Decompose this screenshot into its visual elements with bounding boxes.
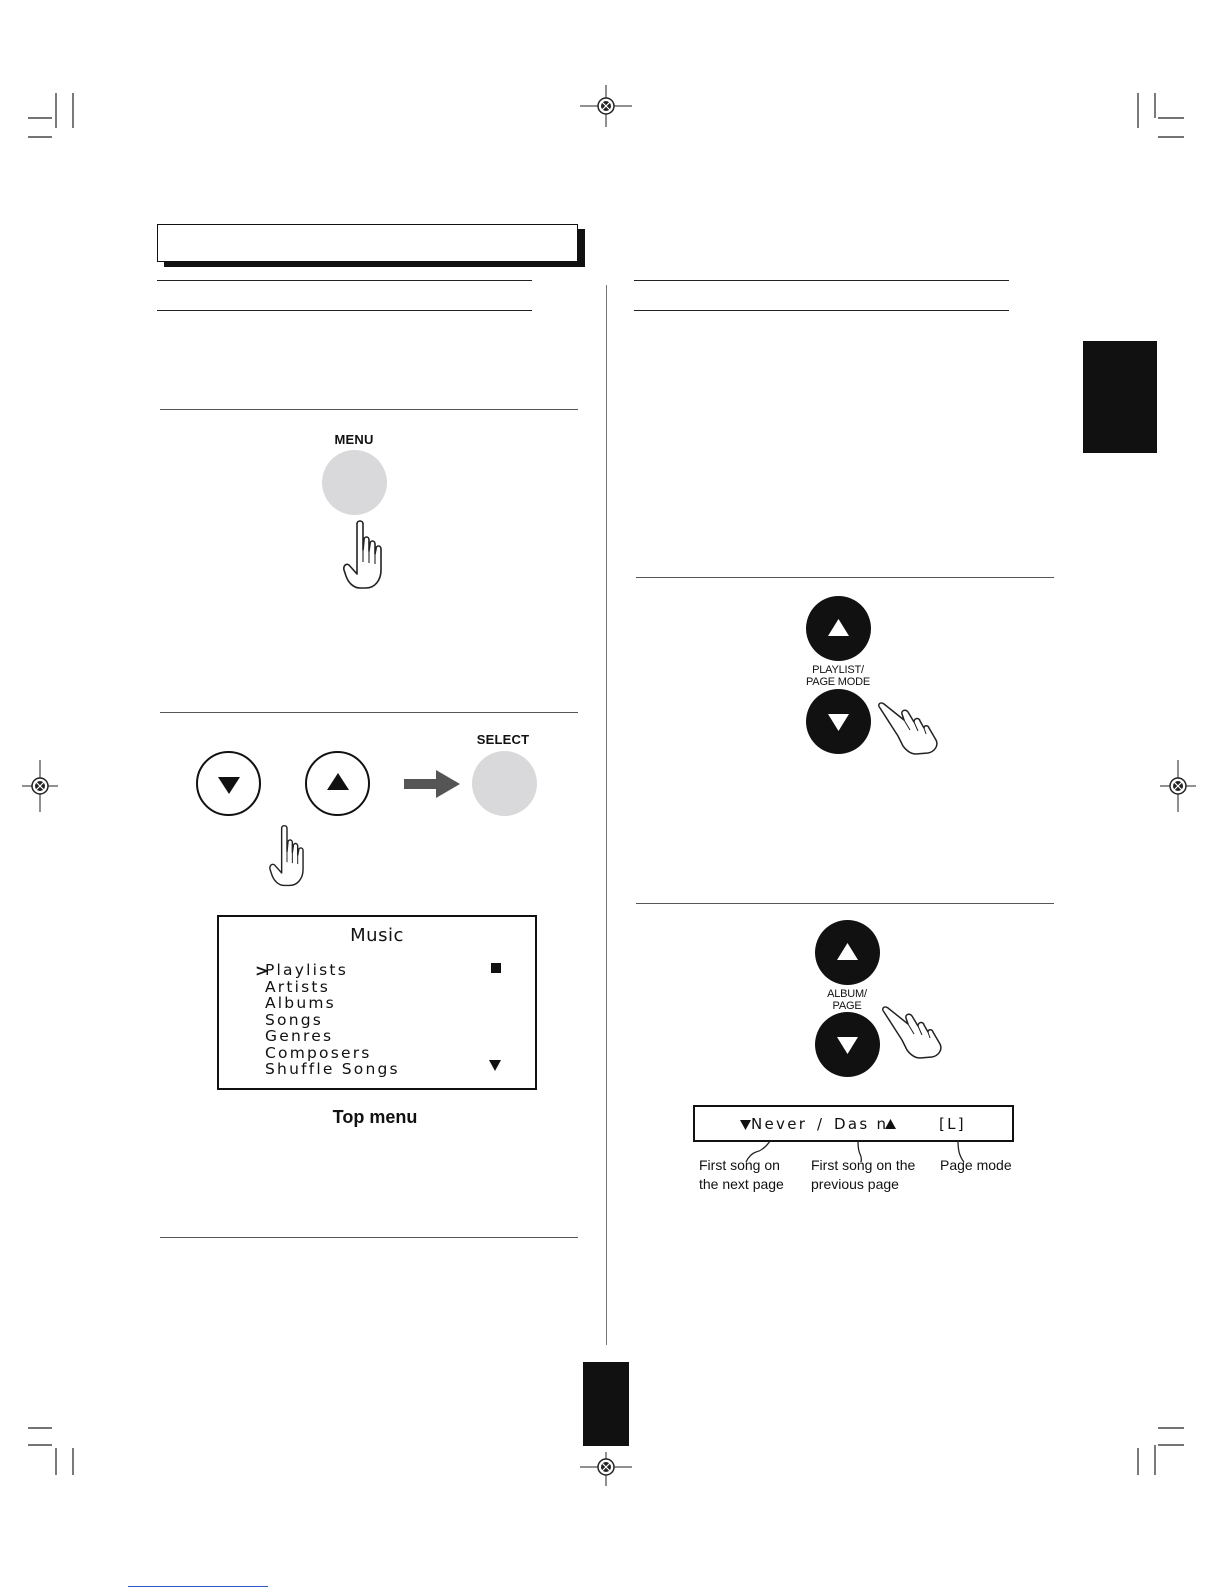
right-heading-rule-top — [634, 280, 1009, 281]
lcd-menu-item[interactable]: Playlists — [265, 961, 348, 979]
page-mode-display — [693, 1105, 1014, 1142]
playlist-down-button[interactable] — [806, 689, 871, 754]
display-mode-text: [L] — [939, 1115, 966, 1133]
registration-mark-icon — [1160, 760, 1196, 812]
step-divider — [636, 577, 1054, 578]
album-up-button[interactable] — [815, 920, 880, 985]
lcd-menu-item[interactable]: Composers — [265, 1043, 372, 1062]
hand-pointer-icon — [876, 700, 942, 756]
up-button[interactable] — [305, 751, 370, 816]
right-heading-rule-bottom — [634, 310, 1009, 311]
triangle-down-icon — [827, 713, 850, 732]
menu-button-label: MENU — [334, 432, 374, 447]
triangle-up-icon — [836, 942, 859, 961]
album-label-line1: ALBUM/ — [827, 988, 867, 1000]
registration-mark-icon — [580, 1452, 632, 1486]
lcd-menu-item[interactable]: Genres — [265, 1027, 334, 1045]
select-button-label: SELECT — [476, 732, 530, 747]
note-prev-line1: First song on the — [811, 1157, 916, 1173]
note-prev-line2: previous page — [811, 1176, 899, 1192]
step-divider — [636, 903, 1054, 904]
lcd-caption: Top menu — [332, 1107, 418, 1127]
note-next-page — [699, 1156, 784, 1194]
left-heading-rule-bottom — [157, 310, 532, 311]
display-prev-text: Das n — [834, 1115, 889, 1133]
triangle-up-icon — [885, 1119, 896, 1129]
note-next-line1: First song on — [699, 1157, 780, 1173]
note-prev-page — [811, 1156, 915, 1194]
lcd-title: Music — [350, 925, 404, 946]
hand-pointer-icon — [264, 823, 310, 889]
lcd-screen — [217, 915, 537, 1090]
scroll-down-icon — [489, 1060, 501, 1071]
select-button[interactable] — [472, 751, 537, 816]
triangle-up-icon — [326, 772, 350, 792]
album-down-button[interactable] — [815, 1012, 880, 1077]
playlist-label — [788, 664, 888, 688]
left-heading-rule-top — [157, 280, 532, 281]
playlist-up-button[interactable] — [806, 596, 871, 661]
note-page-mode: Page mode — [940, 1157, 1012, 1173]
lcd-menu-item[interactable]: Albums — [265, 994, 336, 1012]
hand-pointer-icon — [340, 518, 386, 592]
triangle-up-icon — [827, 618, 850, 637]
down-button[interactable] — [196, 751, 261, 816]
registration-mark-icon — [22, 760, 58, 812]
column-divider — [606, 285, 607, 1345]
playlist-label-line2: PAGE MODE — [805, 676, 870, 688]
arrow-right-icon — [404, 769, 460, 799]
square-icon — [491, 963, 501, 973]
display-next-text: Never — [751, 1115, 808, 1133]
step-divider — [160, 409, 578, 410]
note-next-line2: the next page — [699, 1176, 784, 1192]
page-number-tab — [583, 1362, 629, 1446]
display-separator: / — [817, 1115, 825, 1133]
triangle-down-icon — [217, 775, 241, 795]
lcd-cursor: > — [255, 961, 269, 980]
section-title-box — [157, 224, 578, 262]
hand-pointer-icon — [880, 1004, 946, 1060]
lcd-menu-item[interactable]: Songs — [265, 1010, 324, 1029]
step-divider — [160, 712, 578, 713]
step-divider — [160, 1237, 578, 1238]
lcd-menu-item[interactable]: Artists — [265, 977, 330, 996]
side-tab — [1083, 341, 1157, 453]
triangle-down-icon — [740, 1120, 751, 1130]
playlist-label-line1: PLAYLIST/ — [812, 664, 864, 676]
menu-button[interactable] — [322, 450, 387, 515]
triangle-down-icon — [836, 1036, 859, 1055]
album-label-line2: PAGE — [832, 1000, 862, 1012]
registration-mark-icon — [580, 85, 632, 127]
lcd-menu-item[interactable]: Shuffle Songs — [265, 1060, 400, 1078]
